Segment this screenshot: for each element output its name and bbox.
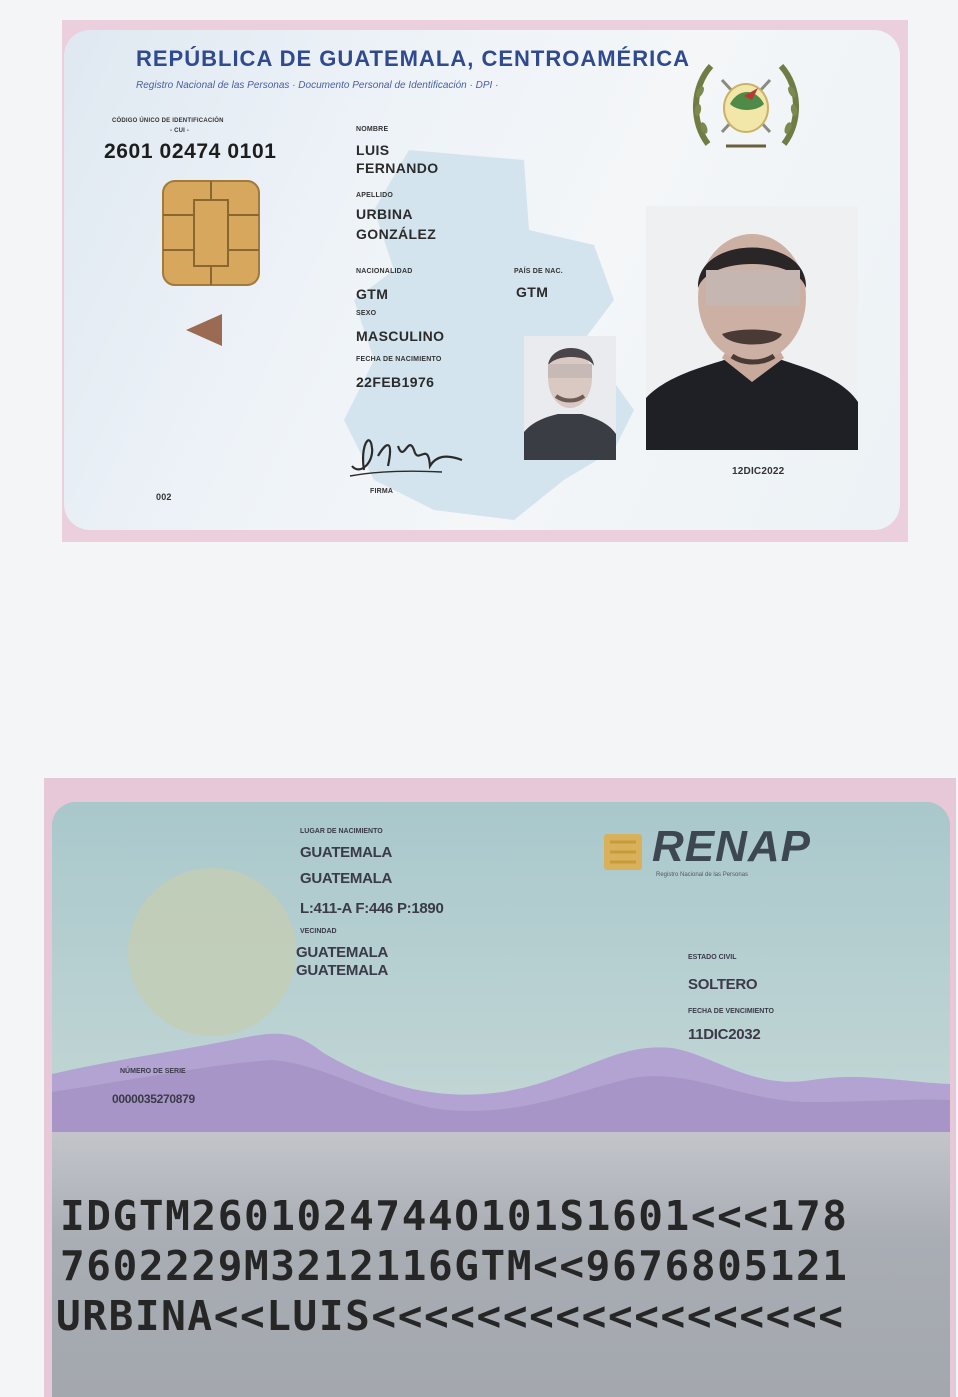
document-subtitle: Registro Nacional de las Personas · Documento Personal de Identificación · DPI · <box>136 80 499 91</box>
mrz-line-2: 7602229M3212116GTM<<9676805121 <box>60 1242 849 1290</box>
coat-of-arms-icon <box>686 52 806 160</box>
civil-status-value: SOLTERO <box>688 976 758 993</box>
birth-country-value: GTM <box>516 284 549 300</box>
cui-label: CÓDIGO ÚNICO DE IDENTIFICACIÓN <box>112 118 224 124</box>
country-title: REPÚBLICA DE GUATEMALA, CENTROAMÉRICA <box>136 46 690 71</box>
ghost-photo <box>524 336 616 460</box>
surname-1: URBINA <box>356 206 413 222</box>
issue-date: 12DIC2022 <box>732 466 785 477</box>
neighborhood-line-1: GUATEMALA <box>296 944 389 961</box>
id-card-back <box>52 802 950 1397</box>
name-label: NOMBRE <box>356 126 389 133</box>
holder-photo <box>646 206 858 450</box>
sex-value: MASCULINO <box>356 328 445 344</box>
triangle-marker-icon <box>182 312 224 348</box>
dob-label: FECHA DE NACIMIENTO <box>356 356 442 363</box>
id-card-front <box>64 30 900 530</box>
smart-chip-icon <box>162 180 260 286</box>
neighborhood-line-2: GUATEMALA <box>296 962 389 979</box>
registry-book-reference: L:411-A F:446 P:1890 <box>300 900 444 917</box>
birthplace-line-2: GUATEMALA <box>300 870 393 887</box>
first-name: LUIS <box>356 142 390 158</box>
middle-name: FERNANDO <box>356 160 439 176</box>
serial-label: NÚMERO DE SERIE <box>120 1068 186 1075</box>
signature-image <box>342 426 472 484</box>
neighborhood-label: VECINDAD <box>300 928 337 935</box>
renap-logo-subtitle: Registro Nacional de las Personas <box>656 872 749 878</box>
surname-label: APELLIDO <box>356 192 393 199</box>
nationality-value: GTM <box>356 286 389 302</box>
cui-sublabel: - CUI - <box>170 128 190 134</box>
renap-logo <box>602 822 898 888</box>
birth-country-label: PAÍS DE NAC. <box>514 268 563 275</box>
dob-value: 22FEB1976 <box>356 374 435 390</box>
birthplace-label: LUGAR DE NACIMIENTO <box>300 828 383 835</box>
civil-status-label: ESTADO CIVIL <box>688 954 737 961</box>
expiry-value: 11DIC2032 <box>688 1026 761 1043</box>
signature-label: FIRMA <box>370 488 394 495</box>
birthplace-line-1: GUATEMALA <box>300 844 393 861</box>
renap-logo-icon <box>602 832 644 872</box>
surname-2: GONZÁLEZ <box>356 226 437 242</box>
expiry-label: FECHA DE VENCIMIENTO <box>688 1008 774 1015</box>
serial-value: 000003527087​9 <box>112 1092 195 1106</box>
sex-label: SEXO <box>356 310 377 317</box>
renap-logo-text: RENAP <box>652 822 812 871</box>
card-serial: 002 <box>156 492 172 502</box>
nationality-label: NACIONALIDAD <box>356 268 413 275</box>
mrz-line-1: IDGTM2601024744O101S1601<<<178 <box>60 1192 849 1240</box>
mrz-line-3: URBINA<<LUIS<<<<<<<<<<<<<<<<<< <box>56 1292 845 1340</box>
cui-number: 2601 02474 0101 <box>104 140 277 163</box>
